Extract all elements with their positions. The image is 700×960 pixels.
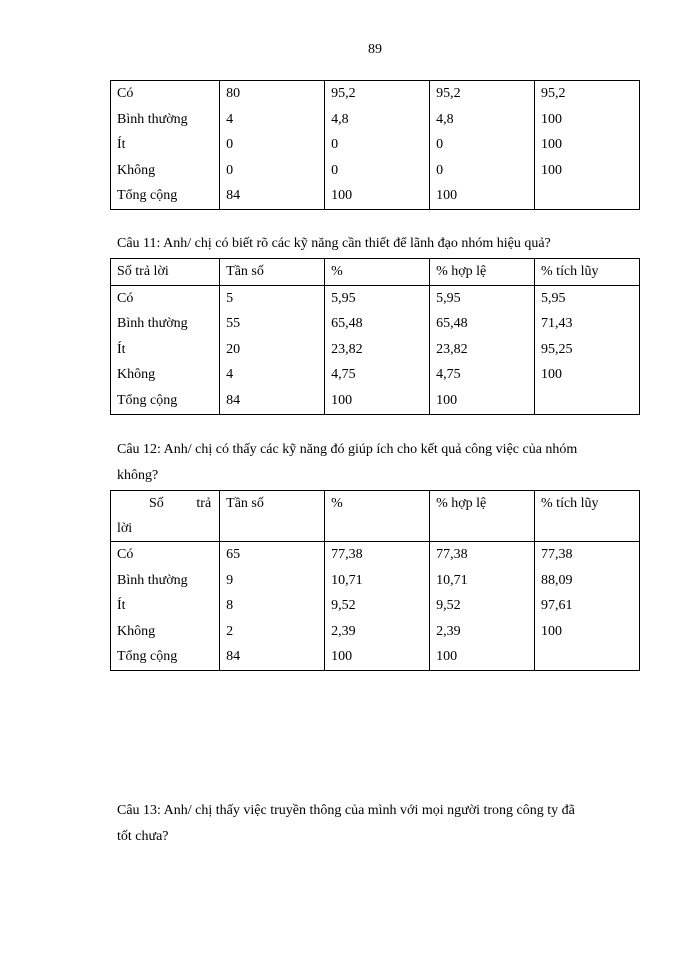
cell-valid-percent: 4,75 xyxy=(430,362,535,388)
cell-answer: Không xyxy=(111,619,220,645)
table-row xyxy=(111,107,640,133)
cell-frequency: 84 xyxy=(220,644,325,670)
cell-frequency: 0 xyxy=(220,132,325,158)
cell-cumulative-percent: 100 xyxy=(535,158,640,184)
cell-frequency: 84 xyxy=(220,388,325,414)
table-row xyxy=(111,593,640,619)
cell-frequency: 2 xyxy=(220,619,325,645)
cell-valid-percent: 65,48 xyxy=(430,311,535,337)
header-valid-percent: % hợp lệ xyxy=(430,259,535,286)
table-row xyxy=(111,337,640,363)
cell-frequency: 4 xyxy=(220,362,325,388)
table-row xyxy=(111,362,640,388)
cell-frequency: 55 xyxy=(220,311,325,337)
cell-cumulative-percent xyxy=(535,388,640,414)
survey-table-q11 xyxy=(110,258,640,415)
cell-valid-percent: 0 xyxy=(430,158,535,184)
cell-cumulative-percent: 100 xyxy=(535,619,640,645)
cell-valid-percent: 100 xyxy=(430,388,535,414)
cell-cumulative-percent: 95,25 xyxy=(535,337,640,363)
cell-cumulative-percent: 100 xyxy=(535,132,640,158)
header-answer-word-3: lời xyxy=(117,521,133,536)
cell-answer: Tổng cộng xyxy=(111,388,220,414)
table-header-row xyxy=(111,491,640,542)
header-answer-word-1: Số xyxy=(149,496,164,511)
cell-frequency: 4 xyxy=(220,107,325,133)
cell-cumulative-percent: 100 xyxy=(535,107,640,133)
question-13-line-2: tốt chưa? xyxy=(117,828,169,844)
cell-percent: 10,71 xyxy=(325,568,430,594)
cell-valid-percent: 5,95 xyxy=(430,285,535,311)
header-cumulative-percent: % tích lũy xyxy=(535,491,640,542)
cell-cumulative-percent xyxy=(535,183,640,209)
cell-frequency: 9 xyxy=(220,568,325,594)
cell-cumulative-percent: 95,2 xyxy=(535,81,640,107)
survey-table-q12 xyxy=(110,490,640,671)
cell-percent: 95,2 xyxy=(325,81,430,107)
header-answer xyxy=(111,491,220,542)
table-row xyxy=(111,132,640,158)
cell-valid-percent: 9,52 xyxy=(430,593,535,619)
cell-valid-percent: 77,38 xyxy=(430,542,535,568)
cell-percent: 77,38 xyxy=(325,542,430,568)
cell-percent: 4,8 xyxy=(325,107,430,133)
cell-percent: 100 xyxy=(325,644,430,670)
cell-percent: 100 xyxy=(325,183,430,209)
table-row xyxy=(111,542,640,568)
table-row xyxy=(111,285,640,311)
cell-cumulative-percent: 100 xyxy=(535,362,640,388)
table-row xyxy=(111,183,640,209)
question-13-line-1: Câu 13: Anh/ chị thấy việc truyền thông của mình với mọi người trong công ty đã xyxy=(117,803,575,818)
table-row xyxy=(111,644,640,670)
cell-percent: 23,82 xyxy=(325,337,430,363)
table1-body xyxy=(111,81,640,210)
survey-table-previous xyxy=(110,80,640,210)
cell-answer: Tổng cộng xyxy=(111,644,220,670)
cell-cumulative-percent: 5,95 xyxy=(535,285,640,311)
question-11: Câu 11: Anh/ chị có biết rõ các kỹ năng cần thiết để lãnh đạo nhóm hiệu quả? xyxy=(117,236,551,251)
cell-answer: Không xyxy=(111,158,220,184)
cell-percent: 5,95 xyxy=(325,285,430,311)
cell-percent: 2,39 xyxy=(325,619,430,645)
table-row xyxy=(111,388,640,414)
cell-cumulative-percent xyxy=(535,644,640,670)
cell-percent: 4,75 xyxy=(325,362,430,388)
cell-frequency: 65 xyxy=(220,542,325,568)
header-percent: % xyxy=(325,491,430,542)
cell-answer: Ít xyxy=(111,593,220,619)
cell-valid-percent: 95,2 xyxy=(430,81,535,107)
header-cumulative-percent: % tích lũy xyxy=(535,259,640,286)
header-valid-percent: % hợp lệ xyxy=(430,491,535,542)
cell-valid-percent: 2,39 xyxy=(430,619,535,645)
cell-answer: Có xyxy=(111,542,220,568)
table3-body xyxy=(111,542,640,671)
cell-valid-percent: 100 xyxy=(430,644,535,670)
cell-valid-percent: 23,82 xyxy=(430,337,535,363)
cell-valid-percent: 4,8 xyxy=(430,107,535,133)
cell-cumulative-percent: 88,09 xyxy=(535,568,640,594)
cell-percent: 100 xyxy=(325,388,430,414)
cell-answer: Ít xyxy=(111,132,220,158)
cell-valid-percent: 10,71 xyxy=(430,568,535,594)
cell-valid-percent: 0 xyxy=(430,132,535,158)
table-row xyxy=(111,81,640,107)
header-frequency: Tần số xyxy=(220,259,325,286)
cell-cumulative-percent: 77,38 xyxy=(535,542,640,568)
cell-answer: Có xyxy=(111,285,220,311)
table-row xyxy=(111,619,640,645)
header-answer-word-2: trả xyxy=(196,496,212,511)
cell-answer: Bình thường xyxy=(111,311,220,337)
question-13 xyxy=(117,798,635,850)
question-12 xyxy=(117,437,635,489)
cell-frequency: 80 xyxy=(220,81,325,107)
cell-answer: Tổng cộng xyxy=(111,183,220,209)
cell-answer: Bình thường xyxy=(111,107,220,133)
cell-frequency: 8 xyxy=(220,593,325,619)
cell-frequency: 20 xyxy=(220,337,325,363)
cell-percent: 0 xyxy=(325,132,430,158)
cell-answer: Bình thường xyxy=(111,568,220,594)
question-12-line-1: Câu 12: Anh/ chị có thấy các kỹ năng đó giúp ích cho kết quả công việc của nhóm xyxy=(117,442,578,457)
table-row xyxy=(111,568,640,594)
cell-frequency: 0 xyxy=(220,158,325,184)
cell-answer: Không xyxy=(111,362,220,388)
question-12-line-2: không? xyxy=(117,467,159,483)
cell-frequency: 84 xyxy=(220,183,325,209)
cell-percent: 9,52 xyxy=(325,593,430,619)
cell-valid-percent: 100 xyxy=(430,183,535,209)
cell-percent: 65,48 xyxy=(325,311,430,337)
header-frequency: Tần số xyxy=(220,491,325,542)
page-number: 89 xyxy=(368,42,382,57)
cell-cumulative-percent: 71,43 xyxy=(535,311,640,337)
table2-body xyxy=(111,285,640,414)
cell-cumulative-percent: 97,61 xyxy=(535,593,640,619)
cell-answer: Có xyxy=(111,81,220,107)
table-header-row xyxy=(111,259,640,286)
table-row xyxy=(111,158,640,184)
table-row xyxy=(111,311,640,337)
header-answer: Số trả lời xyxy=(111,259,220,286)
cell-percent: 0 xyxy=(325,158,430,184)
cell-answer: Ít xyxy=(111,337,220,363)
cell-frequency: 5 xyxy=(220,285,325,311)
header-percent: % xyxy=(325,259,430,286)
